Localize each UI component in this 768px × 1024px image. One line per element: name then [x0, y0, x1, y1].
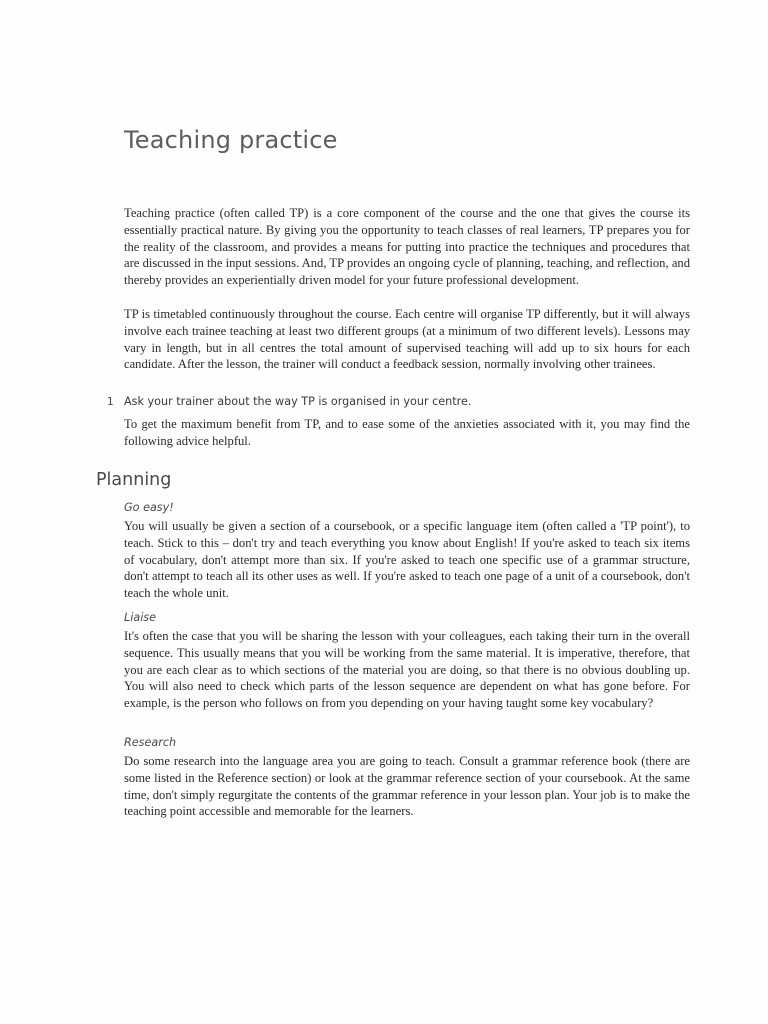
question-text: Ask your trainer about the way TP is organised in your centre. — [124, 395, 472, 408]
question-number: 1 — [107, 396, 114, 408]
paragraph-research: Do some research into the language area you are going to teach. Consult a grammar reference book (there are some listed in the Reference section) or look at the grammar reference section of your coursebook. At the same time, don't simply regurgitate the contents of the grammar reference in your lesson plan. Your job is to make the teaching point accessible and memorable for the learners. — [124, 754, 690, 819]
subheading-go-easy: Go easy! — [124, 501, 174, 514]
paragraph-liaise: It's often the case that you will be sharing the lesson with your colleagues, each taking their turn in the overall sequence. This usually means that you will be working from the same material. It is imperative, therefore, that you are each clear as to which sections of the material you are doing, so that there is no obvious doubling up. You will also need to check which parts of the lesson sequence are dependent on what has gone before. For example, is the person who follows on from you depending on your having taught some key vocabulary? — [124, 629, 690, 711]
intro-paragraph-1: Teaching practice (often called TP) is a core component of the course and the one that gives the course its essentially practical nature. By giving you the opportunity to teach classes of real learners, TP prepares you for the reality of the classroom, and provides a means for putting into practice the techniques and procedures that are discussed in the input sessions. And, TP provides an ongoing cycle of planning, teaching, and reflection, and thereby provides an experientially driven model for your future professional development. — [124, 206, 690, 288]
intro-paragraph-2: TP is timetabled continuously throughout the course. Each centre will organise TP differently, but it will always involve each trainee teaching at least two different groups (at a minimum of two different levels). Lessons may vary in length, but in all centres the total amount of supervised teaching will add up to six hours for each candidate. After the lesson, the trainer will conduct a feedback session, normally involving other trainees. — [124, 307, 690, 372]
paragraph-go-easy: You will usually be given a section of a coursebook, or a specific language item (often called a 'TP point'), to teach. Stick to this – don't try and teach everything you know about English! If you're asked to teach six items of vocabulary, don't attempt more than six. If you're asked to teach one specific use of a grammar structure, don't attempt to teach all its other uses as well. If you're asked to teach one page of a unit of a coursebook, don't teach the whole unit. — [124, 519, 690, 601]
subheading-research: Research — [124, 736, 177, 749]
section-heading: Planning — [96, 470, 172, 490]
advice-intro-paragraph: To get the maximum benefit from TP, and to ease some of the anxieties associated with it, you may find the following advice helpful. — [124, 417, 690, 448]
subheading-liaise: Liaise — [124, 611, 157, 624]
page-title: Teaching practice — [124, 126, 338, 154]
